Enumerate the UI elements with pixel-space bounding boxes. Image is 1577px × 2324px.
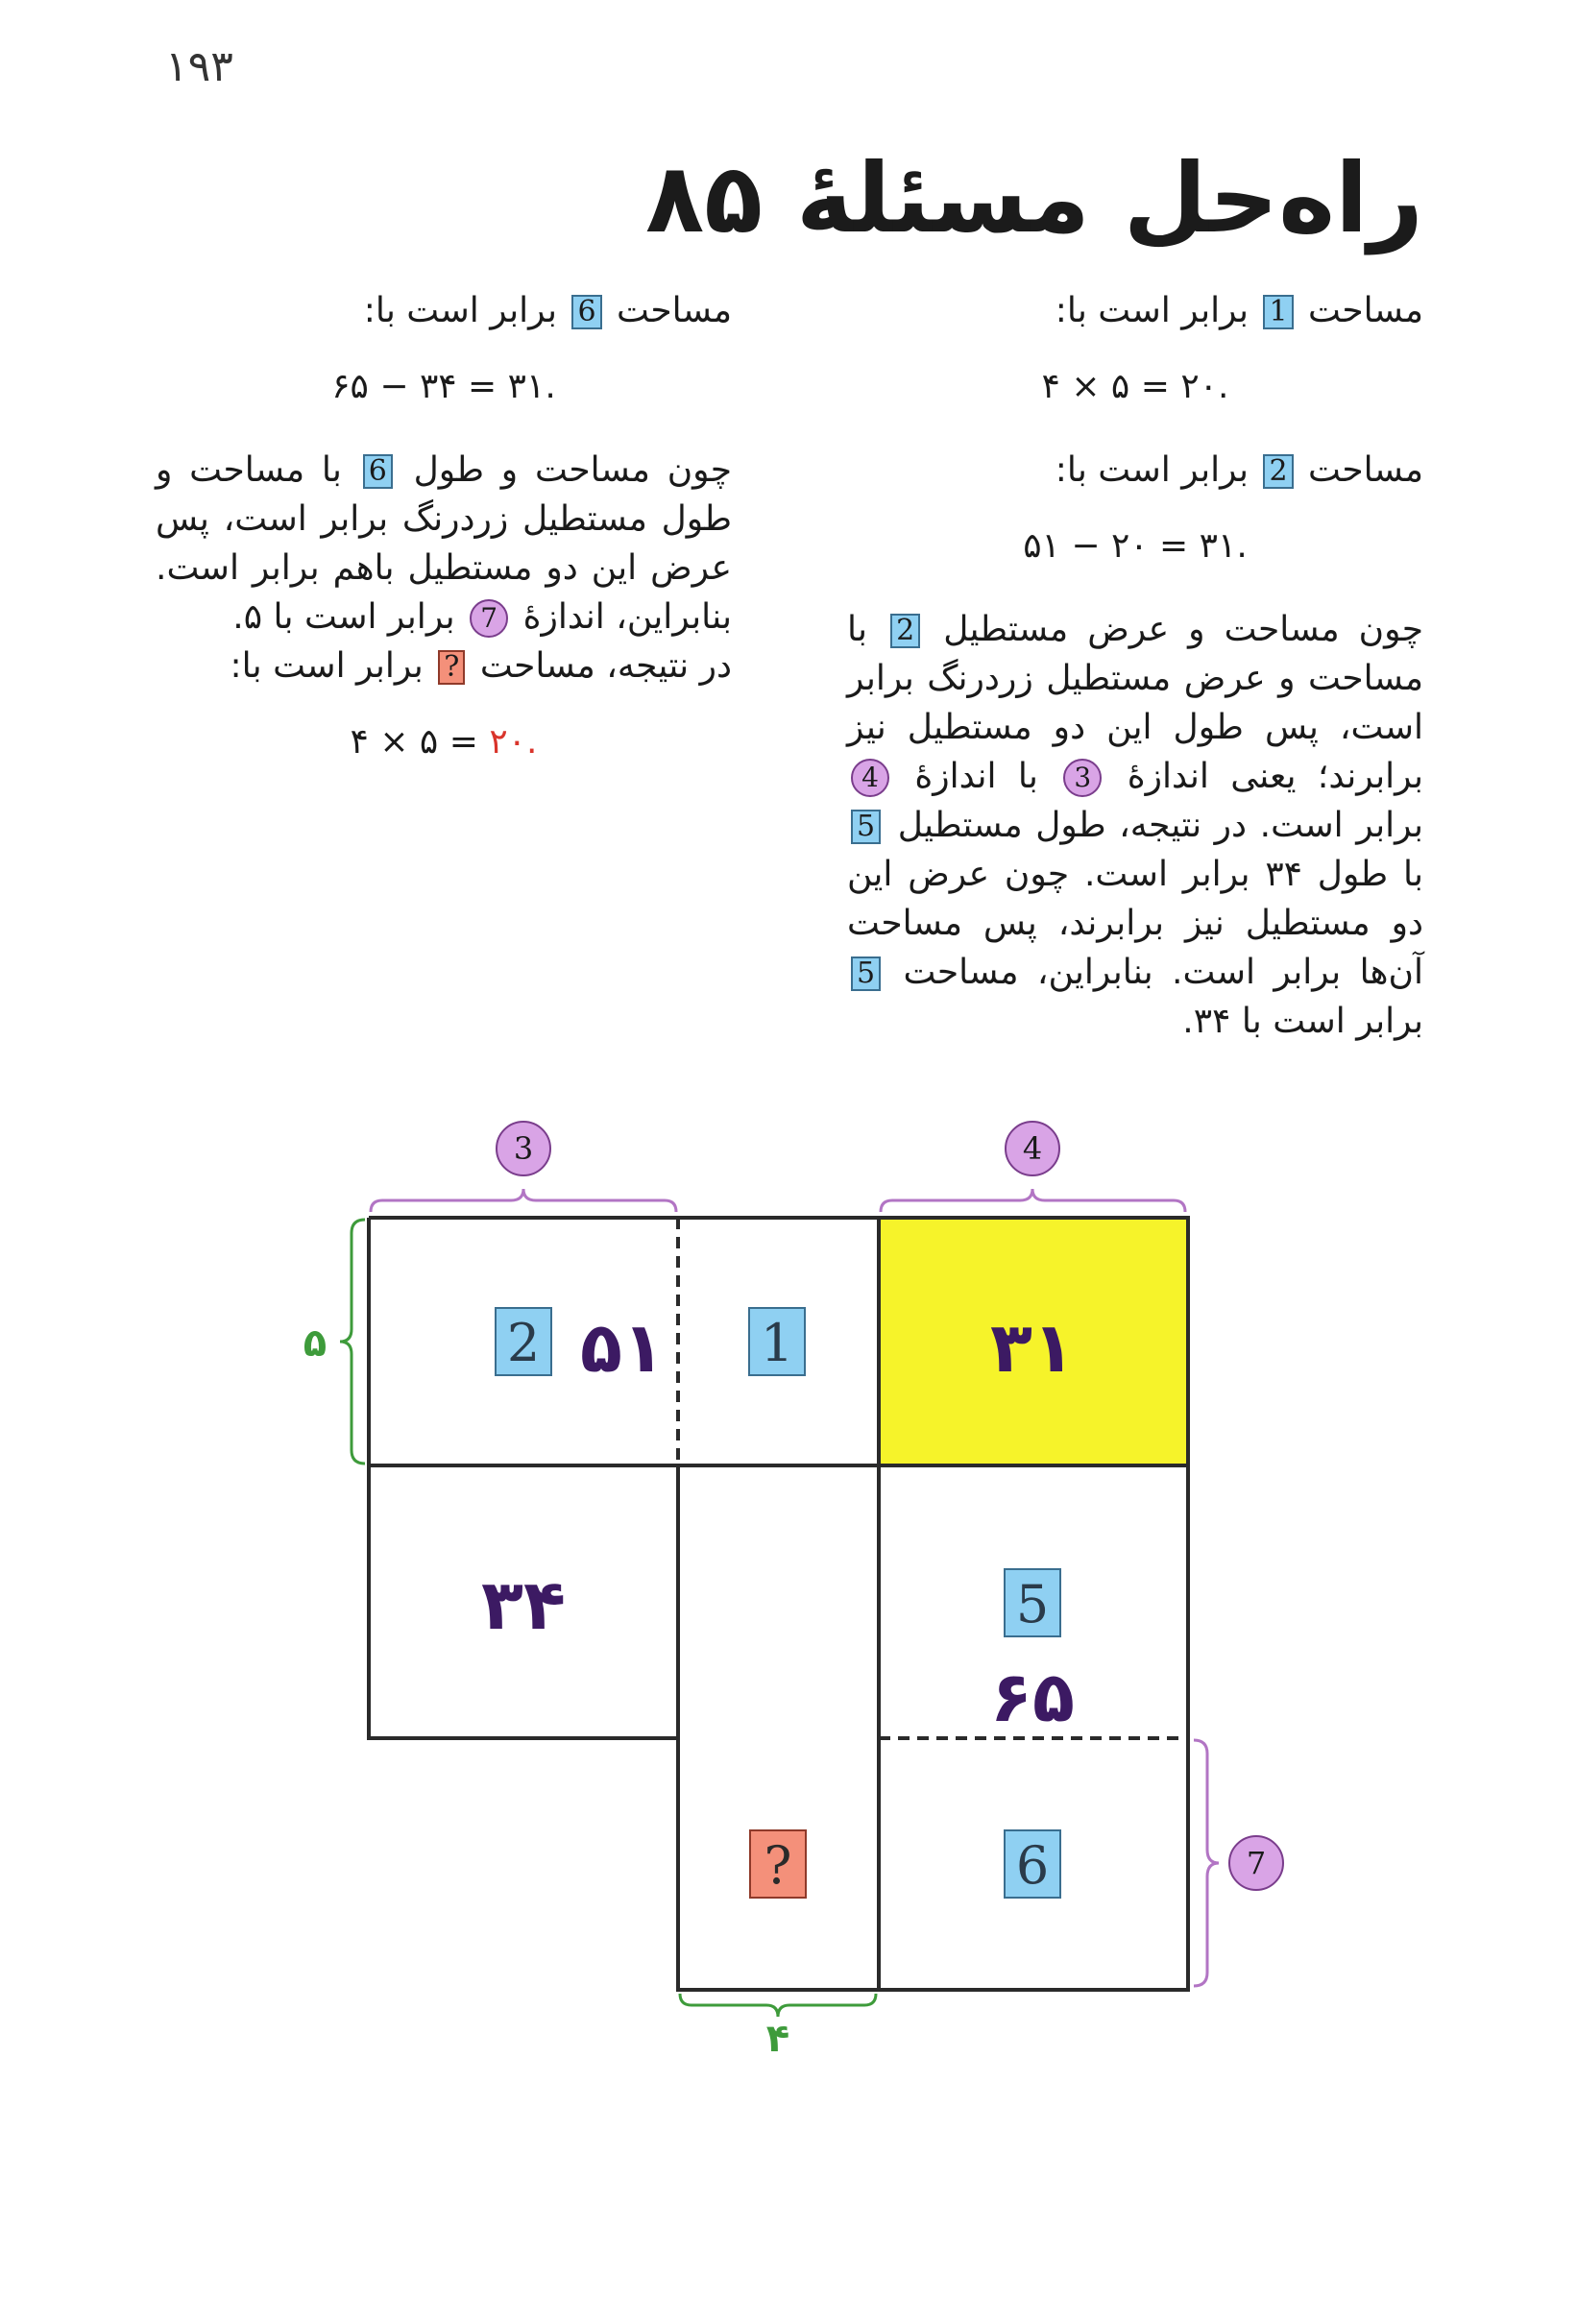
page-number: ۱۹۳ — [165, 42, 233, 91]
equation-2: ۵۱ − ۲۰ = ۳۱. — [1023, 526, 1248, 566]
unknown-region-badge: ? — [438, 650, 465, 685]
region-6-badge: 6 — [571, 295, 601, 329]
text: چون مساحت و طول — [413, 450, 733, 490]
marker-7-label: 7 — [1246, 1845, 1267, 1881]
area-value-65: ۶۵ — [990, 1657, 1075, 1737]
area-value-34: ۳۴ — [481, 1564, 566, 1645]
region-5-badge: 5 — [851, 810, 881, 844]
brace-top-3 — [371, 1189, 676, 1212]
text: برابر است. در نتیجه، طول مستطیل — [897, 806, 1423, 845]
bottom-length-4: ۴ — [765, 2017, 790, 2061]
page-title: راه‌حل مسئلهٔ ۸۵ — [645, 142, 1423, 254]
answer-value: ۲۰. — [489, 722, 538, 762]
text: برابر است با: — [1055, 450, 1249, 490]
region-6-label: 6 — [1015, 1835, 1050, 1896]
text: چون مساحت و عرض مستطیل — [943, 610, 1423, 649]
region-1-label: 1 — [760, 1313, 794, 1373]
text: برابر است با: — [1055, 291, 1249, 330]
text: برابر است با ۵. — [232, 597, 455, 637]
area-value-31: ۳۱ — [990, 1307, 1075, 1388]
equation-1: ۴ × ۵ = ۲۰. — [1041, 367, 1229, 406]
region-2-badge: 2 — [1263, 454, 1293, 489]
text: مساحت — [1308, 450, 1423, 490]
marker-3-label: 3 — [513, 1130, 534, 1167]
text: ۴ × ۵ = — [350, 722, 490, 762]
region-2-badge: 2 — [890, 614, 920, 648]
marker-7-badge: 7 — [470, 599, 508, 638]
text: برابر است با: — [230, 646, 424, 686]
brace-top-4 — [881, 1189, 1185, 1212]
text: با مساحت و عرض مستطیل زردرنگ برابر است، پس طول این دو مستطیل نیز برابرند؛ یعنی اندازهٔ — [847, 610, 1424, 796]
text: با مساحت و طول مستطیل زردرنگ برابر است، پس عرض این دو مستطیل باهم برابر است. بنابراین، اندازهٔ — [156, 450, 732, 637]
region-2-label: 2 — [506, 1313, 541, 1373]
text: مساحت — [1308, 291, 1423, 330]
area-value-51: ۵۱ — [580, 1307, 665, 1388]
text: برابر است با ۳۴. — [1182, 1002, 1423, 1041]
text: با طول ۳۴ برابر است. چون عرض این دو مستطیل نیز برابرند، پس مساحت آن‌ها برابر است. بنابراین، مساحت — [847, 855, 1423, 992]
region-5-label: 5 — [1015, 1574, 1050, 1634]
side-length-5: ۵ — [303, 1321, 328, 1366]
text: با اندازهٔ — [914, 757, 1038, 796]
brace-right-7 — [1194, 1740, 1219, 1986]
equation-3: ۶۵ − ۳۴ = ۳۱. — [331, 367, 556, 406]
region-5-badge: 5 — [851, 956, 881, 991]
marker-3-badge: 3 — [1063, 759, 1102, 797]
region-1-badge: 1 — [1263, 295, 1293, 329]
brace-bottom-4 — [680, 1994, 876, 2017]
unknown-region-label: ? — [764, 1835, 792, 1896]
marker-4-label: 4 — [1022, 1130, 1043, 1167]
brace-left-5 — [340, 1220, 365, 1464]
text: برابر است با: — [363, 291, 558, 330]
text: در نتیجه، مساحت — [479, 646, 732, 686]
text: مساحت — [617, 291, 732, 330]
region-6-badge: 6 — [363, 454, 393, 489]
marker-4-badge: 4 — [851, 759, 889, 797]
